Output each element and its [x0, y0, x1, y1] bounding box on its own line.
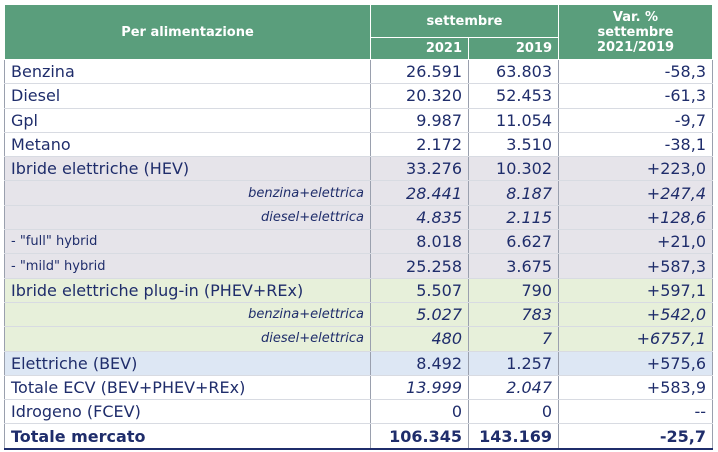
value-2019: 3.510 [469, 132, 559, 156]
value-2021: 8.492 [371, 351, 469, 375]
value-2021: 26.591 [371, 60, 469, 84]
variation-value: +587,3 [559, 254, 713, 278]
row-label: Benzina [5, 60, 371, 84]
variation-header-line1: Var. % [612, 9, 659, 25]
table-row [5, 230, 713, 254]
variation-header [559, 5, 713, 60]
total-row [5, 424, 713, 449]
row-label: Elettriche (BEV) [5, 351, 371, 375]
value-2019: 3.675 [469, 254, 559, 278]
value-2019: 790 [469, 278, 559, 302]
value-2019: 2.115 [469, 205, 559, 229]
row-label: Totale ECV (BEV+PHEV+REx) [5, 375, 371, 399]
table-row [5, 157, 713, 181]
value-2019: 7 [469, 327, 559, 351]
variation-value: -58,3 [559, 60, 713, 84]
row-label: Idrogeno (FCEV) [5, 400, 371, 424]
variation-value: -9,7 [559, 108, 713, 132]
value-2021: 8.018 [371, 230, 469, 254]
value-2019: 10.302 [469, 157, 559, 181]
variation-value: -61,3 [559, 84, 713, 108]
row-label: Diesel [5, 84, 371, 108]
variation-value: +6757,1 [559, 327, 713, 351]
value-2019: 2.047 [469, 375, 559, 399]
value-2021: 4.835 [371, 205, 469, 229]
table-row [5, 327, 713, 351]
table-body [5, 60, 713, 449]
row-label: diesel+elettrica [5, 205, 371, 229]
variation-value: +583,9 [559, 375, 713, 399]
variation-value: -25,7 [559, 424, 713, 449]
variation-value: +21,0 [559, 230, 713, 254]
row-label: Ibride elettriche (HEV) [5, 157, 371, 181]
table-row [5, 205, 713, 229]
variation-value: +575,6 [559, 351, 713, 375]
variation-value: -38,1 [559, 132, 713, 156]
variation-value: +128,6 [559, 205, 713, 229]
row-label: diesel+elettrica [5, 327, 371, 351]
registrations-by-fuel-table [4, 4, 713, 450]
value-2021: 20.320 [371, 84, 469, 108]
table-row [5, 254, 713, 278]
row-label: Ibride elettriche plug-in (PHEV+REx) [5, 278, 371, 302]
table-row [5, 108, 713, 132]
table-header [5, 5, 713, 60]
value-2021: 9.987 [371, 108, 469, 132]
value-2021: 13.999 [371, 375, 469, 399]
month-header: settembre [371, 5, 559, 38]
variation-header-line3: 2021/2019 [596, 39, 675, 55]
category-header: Per alimentazione [5, 5, 371, 60]
table-row [5, 351, 713, 375]
variation-value: +597,1 [559, 278, 713, 302]
value-2019: 8.187 [469, 181, 559, 205]
table-row [5, 400, 713, 424]
row-label: - "full" hybrid [5, 230, 371, 254]
value-2021: 480 [371, 327, 469, 351]
value-2019: 52.453 [469, 84, 559, 108]
variation-value: +223,0 [559, 157, 713, 181]
value-2019: 1.257 [469, 351, 559, 375]
row-label: benzina+elettrica [5, 181, 371, 205]
value-2021: 25.258 [371, 254, 469, 278]
row-label: benzina+elettrica [5, 302, 371, 326]
variation-value: +247,4 [559, 181, 713, 205]
row-label: Totale mercato [5, 424, 371, 449]
variation-value: -- [559, 400, 713, 424]
value-2019: 143.169 [469, 424, 559, 449]
value-2019: 6.627 [469, 230, 559, 254]
table-row [5, 84, 713, 108]
value-2019: 63.803 [469, 60, 559, 84]
table-row [5, 302, 713, 326]
row-label: Gpl [5, 108, 371, 132]
variation-value: +542,0 [559, 302, 713, 326]
value-2021: 2.172 [371, 132, 469, 156]
value-2021: 28.441 [371, 181, 469, 205]
table-row [5, 132, 713, 156]
value-2021: 33.276 [371, 157, 469, 181]
year-2019-header: 2019 [469, 38, 559, 60]
row-label: - "mild" hybrid [5, 254, 371, 278]
value-2019: 11.054 [469, 108, 559, 132]
variation-header-line2: settembre [597, 24, 674, 40]
table-row [5, 278, 713, 302]
row-label: Metano [5, 132, 371, 156]
table-container [4, 4, 713, 450]
table-row [5, 181, 713, 205]
value-2021: 106.345 [371, 424, 469, 449]
table-row [5, 375, 713, 399]
value-2021: 0 [371, 400, 469, 424]
year-2021-header: 2021 [371, 38, 469, 60]
value-2021: 5.507 [371, 278, 469, 302]
value-2021: 5.027 [371, 302, 469, 326]
table-row [5, 60, 713, 84]
value-2019: 783 [469, 302, 559, 326]
value-2019: 0 [469, 400, 559, 424]
